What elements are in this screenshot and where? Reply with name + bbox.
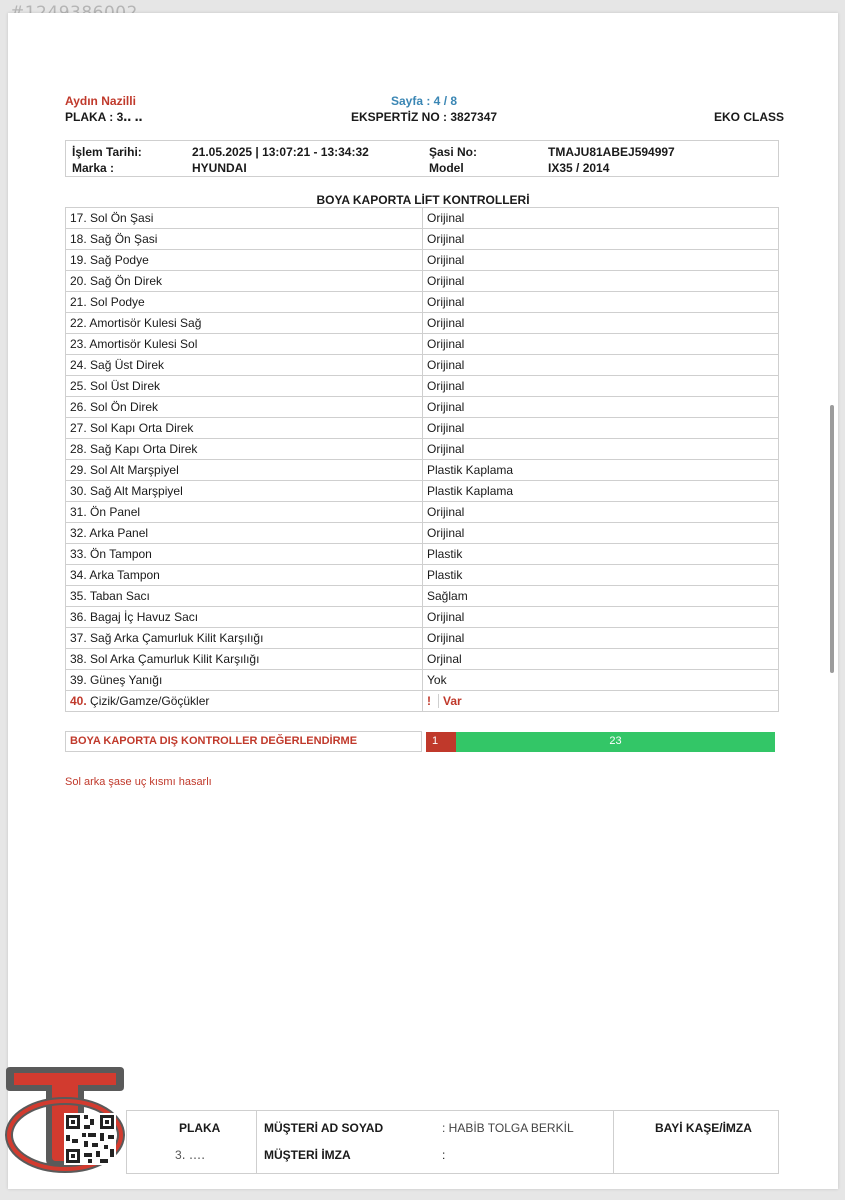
check-item-label: Güneş Yanığı xyxy=(90,673,163,687)
check-row xyxy=(66,229,779,250)
check-item-value xyxy=(423,481,779,502)
check-item-label: Ön Tampon xyxy=(90,547,152,561)
check-item-label: Çizik/Gamze/Göçükler xyxy=(90,694,210,708)
check-item-value xyxy=(423,565,779,586)
check-item-number: 22. xyxy=(70,316,87,330)
check-row xyxy=(66,250,779,271)
check-row xyxy=(66,208,779,229)
chassis-value: TMAJU81ABEJ594997 xyxy=(548,145,675,159)
check-item-name xyxy=(66,250,423,271)
check-item-name xyxy=(66,229,423,250)
check-item-number: 35. xyxy=(70,589,87,603)
check-item-status: Plastik xyxy=(427,547,463,561)
check-item-name xyxy=(66,460,423,481)
check-item-status: Orijinal xyxy=(427,274,465,288)
check-row xyxy=(66,355,779,376)
check-item-number: 23. xyxy=(70,337,87,351)
check-item-number: 29. xyxy=(70,463,87,477)
check-item-label: Sol Podye xyxy=(90,295,145,309)
check-item-label: Bagaj İç Havuz Sacı xyxy=(90,610,199,624)
check-item-value xyxy=(423,418,779,439)
check-item-name xyxy=(66,418,423,439)
check-item-number: 26. xyxy=(70,400,87,414)
check-item-status: Orijinal xyxy=(427,295,465,309)
check-item-number: 34. xyxy=(70,568,87,582)
check-row xyxy=(66,418,779,439)
plate-label: PLAKA : xyxy=(65,110,114,124)
check-item-status: Plastik Kaplama xyxy=(427,463,514,477)
check-item-label: Amortisör Kulesi Sol xyxy=(89,337,198,351)
package-name: EKO CLASS xyxy=(714,110,785,124)
check-item-number: 40. xyxy=(70,694,87,708)
check-item-label: Sağ Podye xyxy=(90,253,149,267)
check-item-value xyxy=(423,355,779,376)
check-row xyxy=(66,313,779,334)
page-number: Sayfa : 4 / 8 xyxy=(391,94,458,108)
check-item-value xyxy=(423,439,779,460)
check-item-label: Sağ Arka Çamurluk Kilit Karşılığı xyxy=(90,631,264,645)
check-item-status: Plastik Kaplama xyxy=(427,484,514,498)
check-item-label: Sağ Alt Marşpiyel xyxy=(90,484,183,498)
check-item-number: 17. xyxy=(70,211,87,225)
check-row xyxy=(66,376,779,397)
check-item-value xyxy=(423,586,779,607)
check-item-name xyxy=(66,691,423,712)
check-item-name xyxy=(66,334,423,355)
check-item-name xyxy=(66,628,423,649)
check-item-label: Sol Alt Marşpiyel xyxy=(90,463,179,477)
check-item-label: Sol Arka Çamurluk Kilit Karşılığı xyxy=(90,652,260,666)
check-item-name xyxy=(66,565,423,586)
check-item-label: Arka Tampon xyxy=(89,568,160,582)
check-item-name xyxy=(66,208,423,229)
check-row xyxy=(66,271,779,292)
check-item-name xyxy=(66,376,423,397)
check-item-status: Orijinal xyxy=(427,400,465,414)
customer-signature-label: MÜŞTERİ İMZA xyxy=(264,1148,351,1162)
check-item-label: Sağ Ön Şasi xyxy=(90,232,158,246)
check-row xyxy=(66,628,779,649)
customer-signature-value: : xyxy=(442,1148,446,1162)
plate-field xyxy=(65,110,143,124)
check-item-number: 18. xyxy=(70,232,87,246)
check-row xyxy=(66,691,779,712)
check-item-value xyxy=(423,670,779,691)
footer-plate-label: PLAKA xyxy=(179,1121,221,1135)
check-item-number: 31. xyxy=(70,505,87,519)
check-item-value xyxy=(423,628,779,649)
check-item-value xyxy=(423,397,779,418)
check-item-label: Sol Kapı Orta Direk xyxy=(90,421,194,435)
brand-value: HYUNDAI xyxy=(192,161,247,175)
branch-name: Aydın Nazilli xyxy=(65,94,136,108)
check-item-label: Ön Panel xyxy=(90,505,141,519)
check-item-name xyxy=(66,313,423,334)
check-row xyxy=(66,544,779,565)
check-item-status: Orijinal xyxy=(427,631,465,645)
footer-plate-value: 3․ ․․․․ xyxy=(175,1148,206,1162)
dealer-stamp-label: BAYİ KAŞE/İMZA xyxy=(655,1121,752,1135)
check-item-number: 36. xyxy=(70,610,87,624)
check-item-status: Orijinal xyxy=(427,358,465,372)
check-item-status: Orijinal xyxy=(427,253,465,267)
check-item-value xyxy=(423,376,779,397)
check-item-label: Sağ Ön Direk xyxy=(90,274,163,288)
check-item-name xyxy=(66,481,423,502)
brand-label: Marka : xyxy=(72,161,115,175)
check-item-label: Taban Sacı xyxy=(89,589,150,603)
customer-name-value: : HABİB TOLGA BERKİL xyxy=(442,1121,574,1135)
check-item-number: 33. xyxy=(70,547,87,561)
check-item-status: Orijinal xyxy=(427,505,465,519)
check-row xyxy=(66,586,779,607)
check-item-number: 39. xyxy=(70,673,87,687)
check-item-value xyxy=(423,607,779,628)
process-date-label: İşlem Tarihi: xyxy=(72,145,142,159)
chassis-label: Şasi No: xyxy=(429,145,478,159)
check-item-status: Orijinal xyxy=(427,211,465,225)
check-item-name xyxy=(66,397,423,418)
scrollbar-thumb[interactable] xyxy=(830,405,834,673)
check-item-number: 30. xyxy=(70,484,87,498)
check-row xyxy=(66,565,779,586)
expertise-number: EKSPERTİZ NO : 3827347 xyxy=(351,110,498,124)
check-item-name xyxy=(66,586,423,607)
check-item-status: Orijinal xyxy=(427,337,465,351)
check-row xyxy=(66,670,779,691)
model-label: Model xyxy=(429,161,464,175)
check-item-status: Orijinal xyxy=(427,316,465,330)
check-item-status: Yok xyxy=(427,673,447,687)
check-item-value xyxy=(423,229,779,250)
check-item-value xyxy=(423,271,779,292)
check-item-value xyxy=(423,334,779,355)
check-row xyxy=(66,481,779,502)
check-item-name xyxy=(66,649,423,670)
check-row xyxy=(66,607,779,628)
check-item-number: 20. xyxy=(70,274,87,288)
check-item-name xyxy=(66,544,423,565)
check-item-status: Plastik xyxy=(427,568,463,582)
summary-good-bar: 23 xyxy=(456,732,775,752)
check-item-number: 28. xyxy=(70,442,87,456)
check-row xyxy=(66,397,779,418)
check-item-label: Sol Ön Direk xyxy=(90,400,159,414)
check-row xyxy=(66,502,779,523)
check-item-status: Orijinal xyxy=(427,442,465,456)
check-item-value xyxy=(423,460,779,481)
check-item-status: Var xyxy=(443,694,462,708)
check-item-value xyxy=(423,250,779,271)
check-item-label: Sağ Kapı Orta Direk xyxy=(90,442,198,456)
check-row xyxy=(66,292,779,313)
summary-label: BOYA KAPORTA DIŞ KONTROLLER DEĞERLENDİRME xyxy=(65,731,422,752)
damage-note: Sol arka şase uç kısmı hasarlı xyxy=(65,776,212,788)
report-page xyxy=(8,13,838,1189)
check-item-value xyxy=(423,208,779,229)
check-item-number: 32. xyxy=(70,526,87,540)
check-item-name xyxy=(66,355,423,376)
check-item-status: Orijinal xyxy=(427,421,465,435)
checks-table xyxy=(65,207,779,712)
check-item-value xyxy=(423,502,779,523)
check-item-label: Amortisör Kulesi Sağ xyxy=(89,316,202,330)
check-row xyxy=(66,334,779,355)
check-item-status: Orijinal xyxy=(427,232,465,246)
summary-bad-bar: 1 xyxy=(426,732,456,752)
check-row xyxy=(66,439,779,460)
check-item-label: Sol Üst Direk xyxy=(90,379,161,393)
check-item-value xyxy=(423,523,779,544)
check-item-value xyxy=(423,691,779,712)
check-item-number: 37. xyxy=(70,631,87,645)
check-row xyxy=(66,460,779,481)
check-item-number: 38. xyxy=(70,652,87,666)
check-item-number: 25. xyxy=(70,379,87,393)
signature-footer xyxy=(126,1110,779,1174)
check-item-value xyxy=(423,649,779,670)
plate-value: 3․․ ․․ xyxy=(116,110,143,124)
customer-name-label: MÜŞTERİ AD SOYAD xyxy=(264,1121,384,1135)
check-item-name xyxy=(66,670,423,691)
check-row xyxy=(66,523,779,544)
vehicle-info-box xyxy=(65,140,779,177)
check-item-label: Sağ Üst Direk xyxy=(90,358,165,372)
check-item-name xyxy=(66,271,423,292)
warning-flag: ! xyxy=(427,694,439,708)
check-item-value xyxy=(423,544,779,565)
check-row xyxy=(66,649,779,670)
check-item-value xyxy=(423,292,779,313)
check-item-name xyxy=(66,292,423,313)
check-item-number: 27. xyxy=(70,421,87,435)
section-title: BOYA KAPORTA LİFT KONTROLLERİ xyxy=(316,193,530,207)
check-item-name xyxy=(66,439,423,460)
check-item-number: 21. xyxy=(70,295,87,309)
check-item-name xyxy=(66,607,423,628)
check-item-status: Orijinal xyxy=(427,526,465,540)
check-item-status: Sağlam xyxy=(427,589,468,603)
model-value: IX35 / 2014 xyxy=(548,161,610,175)
check-item-name xyxy=(66,502,423,523)
check-item-label: Sol Ön Şasi xyxy=(90,211,154,225)
check-item-status: Orijinal xyxy=(427,610,465,624)
check-item-name xyxy=(66,523,423,544)
check-item-label: Arka Panel xyxy=(89,526,149,540)
process-date-value: 21.05.2025 | 13:07:21 - 13:34:32 xyxy=(192,145,369,159)
check-item-status: Orijinal xyxy=(427,379,465,393)
check-item-value xyxy=(423,313,779,334)
check-item-number: 19. xyxy=(70,253,87,267)
tuv-turk-logo-with-qr-icon xyxy=(4,1063,126,1173)
check-item-status: Orjinal xyxy=(427,652,462,666)
check-item-number: 24. xyxy=(70,358,87,372)
